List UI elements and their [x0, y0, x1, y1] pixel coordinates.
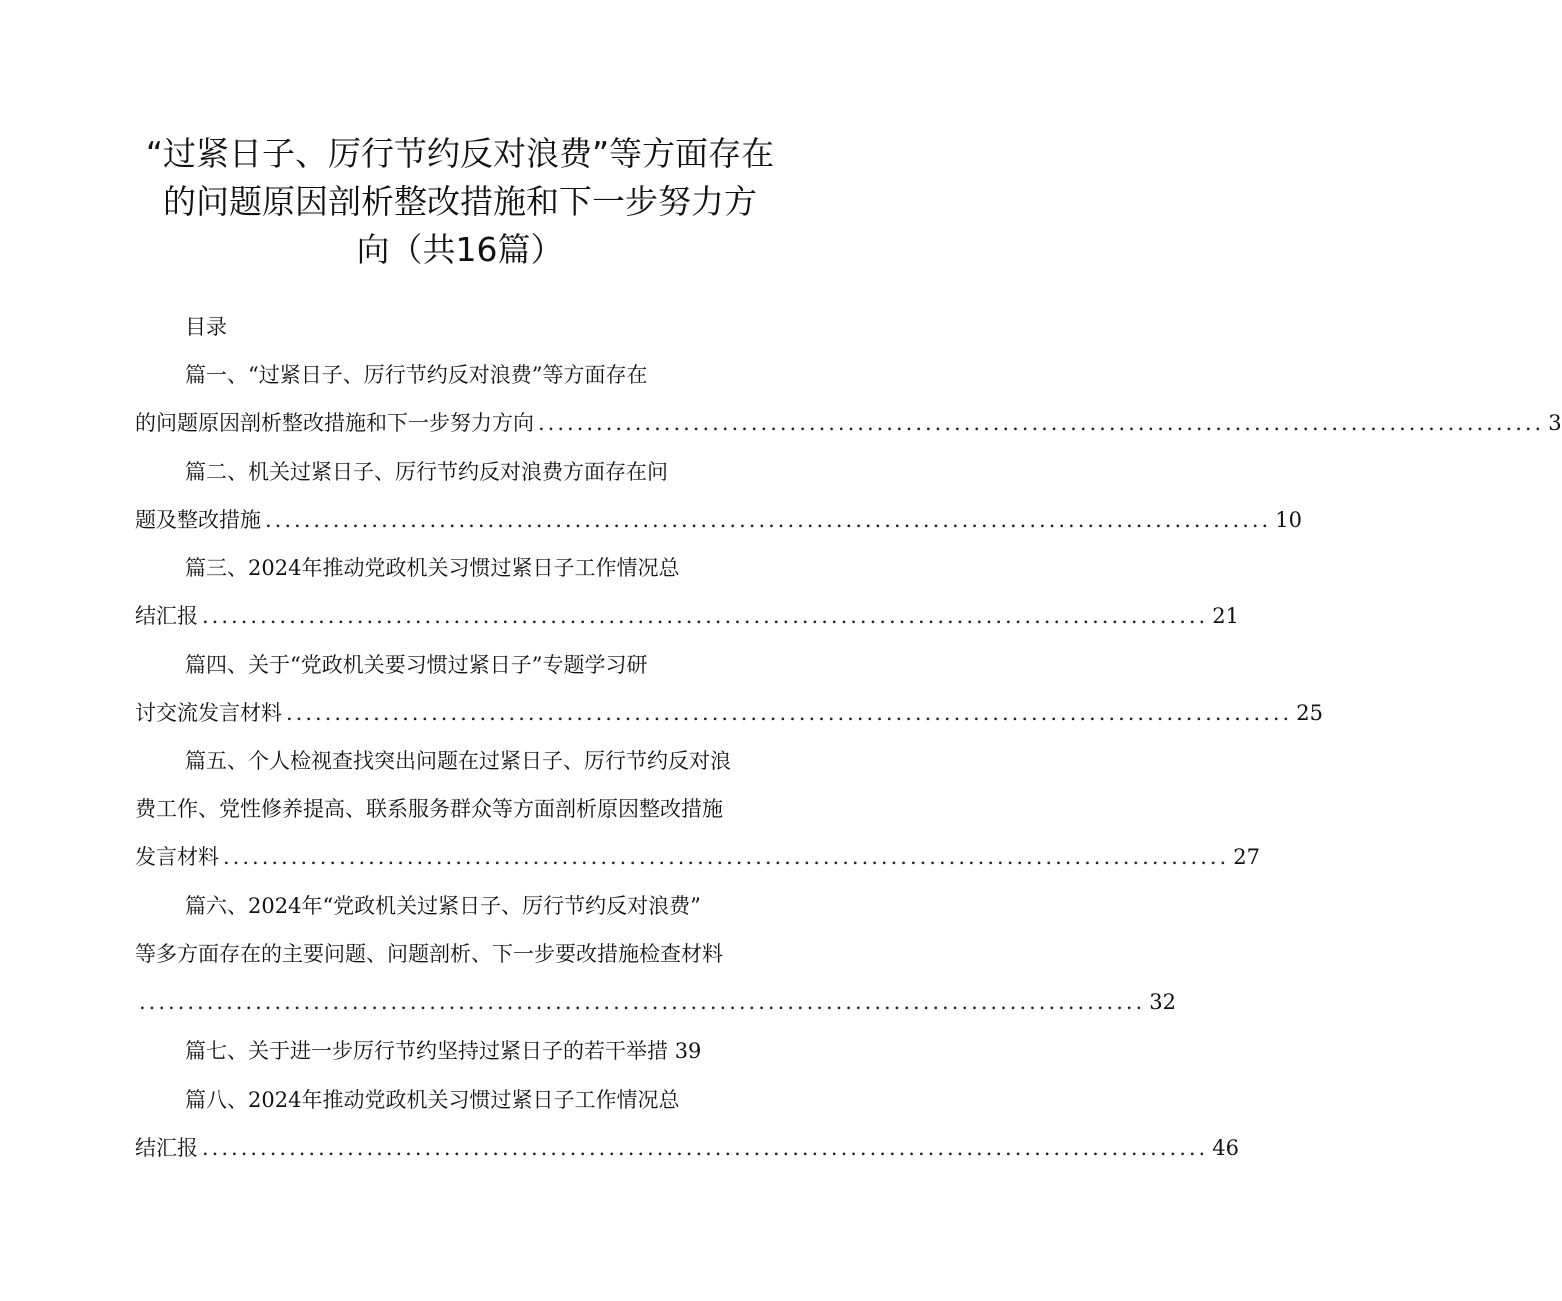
toc-entry-8-last[interactable]: [135, 1133, 1239, 1163]
toc-entry-6-line-1[interactable]: 篇六、2024年“党政机关过紧日子、厉行节约反对浪费”: [185, 894, 701, 918]
dot-leader: ........................................................................................................: [202, 1136, 1209, 1160]
toc-entry-4-text: 讨交流发言材料: [135, 701, 282, 725]
dot-leader: ........................................................................................................: [538, 411, 1545, 435]
toc-heading: 目录: [185, 315, 227, 339]
toc-entry-4-page: 25: [1296, 701, 1323, 725]
title-line-2: 的问题原因剖析整改措施和下一步努力方: [163, 182, 757, 221]
toc-entry-4-line[interactable]: 篇四、关于“党政机关要习惯过紧日子”专题学习研: [185, 653, 648, 677]
dot-leader: ........................................................................................................: [286, 701, 1293, 725]
toc-entry-3-text: 结汇报: [135, 604, 198, 628]
toc-entry-7-page: 39: [674, 1039, 702, 1063]
toc-entry-6-line-2[interactable]: 等多方面存在的主要问题、问题剖析、下一步要改措施检查材料: [135, 942, 723, 966]
toc-entry-5-text: 发言材料: [135, 845, 219, 869]
title-line-1: “过紧日子、厉行节约反对浪费”等方面存在: [145, 134, 775, 173]
dot-leader: ........................................................................................................: [265, 508, 1272, 532]
dot-leader: ........................................................................................................: [202, 604, 1209, 628]
toc-entry-2-text: 题及整改措施: [135, 508, 261, 532]
toc-entry-5-last[interactable]: [135, 842, 1260, 872]
toc-entry-5-page: 27: [1233, 845, 1260, 869]
dot-leader: ........................................................................................................: [223, 845, 1230, 869]
toc-entry-4-last[interactable]: [135, 698, 1323, 728]
toc-entry-6-page: 32: [1149, 990, 1176, 1014]
dot-leader: ........................................................................................................: [139, 990, 1146, 1014]
toc-entry-5-line-2[interactable]: 费工作、党性修养提高、联系服务群众等方面剖析原因整改措施: [135, 797, 723, 821]
toc-entry-1-page: 3: [1548, 411, 1562, 435]
toc-entry-2-line[interactable]: 篇二、机关过紧日子、厉行节约反对浪费方面存在问: [185, 460, 668, 484]
toc-entry-1-text: 的问题原因剖析整改措施和下一步努力方向: [135, 411, 534, 435]
toc-entry-8-page: 46: [1212, 1136, 1239, 1160]
toc-entry-7-text: 篇七、关于进一步厉行节约坚持过紧日子的若干举措: [185, 1039, 668, 1063]
toc-entry-8-line[interactable]: 篇八、2024年推动党政机关习惯过紧日子工作情况总: [185, 1088, 680, 1112]
toc-entry-1-last[interactable]: [135, 408, 1562, 438]
toc-entry-2-last[interactable]: [135, 505, 1302, 535]
toc-entry-8-text: 结汇报: [135, 1136, 198, 1160]
toc-entry-3-line[interactable]: 篇三、2024年推动党政机关习惯过紧日子工作情况总: [185, 556, 680, 580]
title-line-3: 向（共16篇）: [356, 230, 564, 269]
toc-entry-7[interactable]: [185, 1036, 701, 1066]
toc-entry-5-line-1[interactable]: 篇五、个人检视查找突出问题在过紧日子、厉行节约反对浪: [185, 749, 731, 773]
toc-entry-6-last[interactable]: [135, 987, 1176, 1017]
toc-entry-3-last[interactable]: [135, 601, 1239, 631]
toc-entry-2-page: 10: [1275, 508, 1302, 532]
toc-entry-3-page: 21: [1212, 604, 1239, 628]
toc-entry-1-line[interactable]: 篇一、“过紧日子、厉行节约反对浪费”等方面存在: [185, 363, 648, 387]
